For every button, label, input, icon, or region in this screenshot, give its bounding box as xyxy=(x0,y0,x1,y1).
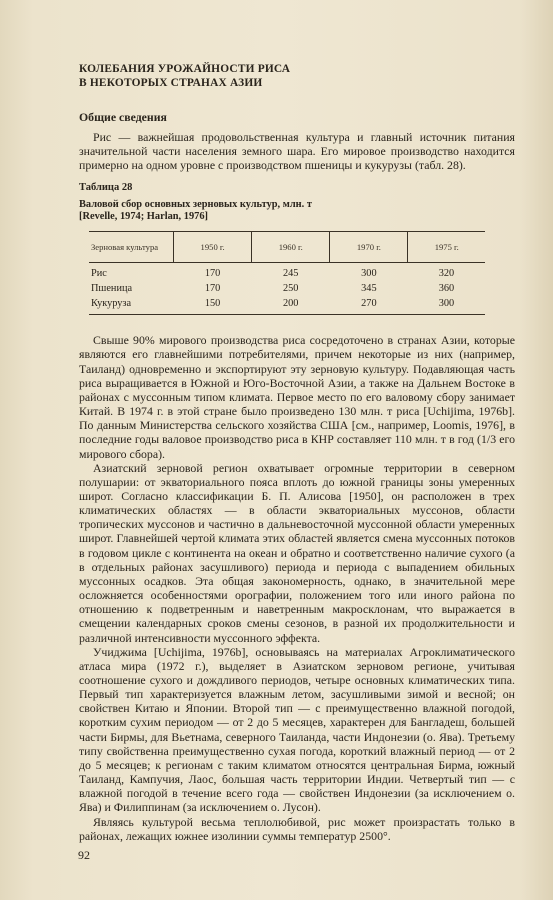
paragraph-asian-region: Азиатский зерновой регион охватывает огромные территории в северном полушарии: от экваториального пояса вплоть до южной границы зоны умеренных широт. Согласно классификации Б. П. Алисова [1950], он расположен в трех климатических областях — в области экваториальных муссонов, области тропических муссонов и частично в дальневосточной муссонной области умеренных широт. Главнейшей чертой климата этих областей является смена муссонных потоков в годовом цикле с континента на океан и обратно и соответственно наличие сухого (а в отдельных районах засушливого) периода и периода с выпадением обильных муссонных осадков. Эта общая закономерность, однако, в значительной мере осложняется особенностями орографии, положением того или иного района по отношению к подветренным и наветренным макросклонам, что выражается в смещении календарных сроков смены сезонов, в разной их продолжительности и различной интенсивности муссонного эффекта. xyxy=(79,460,515,645)
table-cell: 300 xyxy=(408,297,485,315)
table-header-1950: 1950 г. xyxy=(174,232,252,263)
table-cell: 320 xyxy=(438,268,455,280)
section-title: Общие сведения xyxy=(79,110,167,124)
table-cell: 200 xyxy=(252,297,330,315)
table-cell: 360 xyxy=(438,283,455,295)
table-caption-sources: [Revelle, 1974; Harlan, 1976] xyxy=(79,211,208,223)
table-header-1975: 1975 г. xyxy=(408,232,485,263)
grain-harvest-table xyxy=(89,231,485,315)
table-cell: 150 xyxy=(174,297,252,315)
table-header-row xyxy=(89,232,485,263)
chapter-title xyxy=(79,62,515,90)
paragraph-climate-types: Учиджима [Uchijima, 1976b], основываясь на материалах Агроклиматического атласа мира (1972 г.), выделяет в Азиатском зерновом регионе, учитывая соотношение сухого и дождливого периодов, четыре основных климатических типа. Первый тип характеризуется влажным летом, засушливыми зимой и весной; он свойствен Китаю и Японии. Второй тип — с преимущественно влажной погодой, коротким сухим периодом — от 2 до 5 месяцев, характерен для Бангладеш, большей части Бирмы, для Вьетнама, северного Таиланда, части Индонезии (о. Ява). Третьему типу свойственна преимущественно сухая погода, короткий влажный период — от 2 до 5 месяцев; к регионам с таким климатом относятся центральная Бирма, южный Таиланд, Кампучия, Лаос, большая часть территории Индии. Четвертый тип — с влажной погодой в течение всего года — свойствен Индонезии (за исключением о. Ява) и Филиппинам (за исключением о. Лусон). xyxy=(79,644,515,815)
table-cell: 345 xyxy=(361,283,377,295)
paragraph-rice-in-asia: Свыше 90% мирового производства риса сосредоточено в странах Азии, которые являются его главнейшими потребителями, причем некоторые из них (например, Таиланд) одновременно и экспортируют эту зерновую культуру. Подавляющая часть риса выращивается в Южной и Юго-Восточной Азии, а также на Дальнем Востоке в районах с муссонным типом климата. Первое место по его валовому сбору занимает Китай. В 1974 г. в этой стране было произведено 130 млн. т риса [Uchijima, 1976b]. По данным Министерства сельского хозяйства США [см., например, Loomis, 1976], в последние годы валовое производство риса в КНР составляет 110 млн. т в год (1/3 его мирового сбора). xyxy=(79,333,515,461)
table-row xyxy=(89,297,485,315)
table-cell: 170 xyxy=(204,283,221,295)
page-content xyxy=(79,62,515,843)
table-caption xyxy=(79,199,515,223)
table-cell: 270 xyxy=(330,297,408,315)
table-cell: 245 xyxy=(283,268,299,280)
table-row xyxy=(89,263,485,282)
table-header-crop: Зерновая культура xyxy=(89,232,174,263)
intro-paragraph: Рис — важнейшая продовольственная культура и главный источник питания значительной части населения земного шара. Его мировое производство находится примерно на одном уровне с производством пшеницы и кукурузы (табл. 28). xyxy=(79,130,515,173)
paragraph-thermophilic: Являясь культурой весьма теплолюбивой, рис может произрастать только в районах, лежащих южнее изолинии суммы температур 2500°. xyxy=(79,814,515,843)
table-header-1960: 1960 г. xyxy=(252,232,330,263)
page-number: 92 xyxy=(78,848,90,862)
table-cell-crop: Рис xyxy=(91,268,107,280)
table-cell: 170 xyxy=(204,268,221,280)
table-header-1970: 1970 г. xyxy=(330,232,408,263)
chapter-title-line-2: В НЕКОТОРЫХ СТРАНАХ АЗИИ xyxy=(79,77,263,89)
chapter-title-line-1: КОЛЕБАНИЯ УРОЖАЙНОСТИ РИСА xyxy=(79,63,291,75)
table-label: Таблица 28 xyxy=(79,182,133,194)
table-cell: 300 xyxy=(361,268,377,280)
table-cell-crop: Кукуруза xyxy=(89,297,174,315)
table-cell-crop: Пшеница xyxy=(91,283,133,295)
table-cell: 250 xyxy=(283,283,299,295)
table-caption-title: Валовой сбор основных зерновых культур, млн. т xyxy=(79,199,312,211)
table-row xyxy=(89,282,485,297)
